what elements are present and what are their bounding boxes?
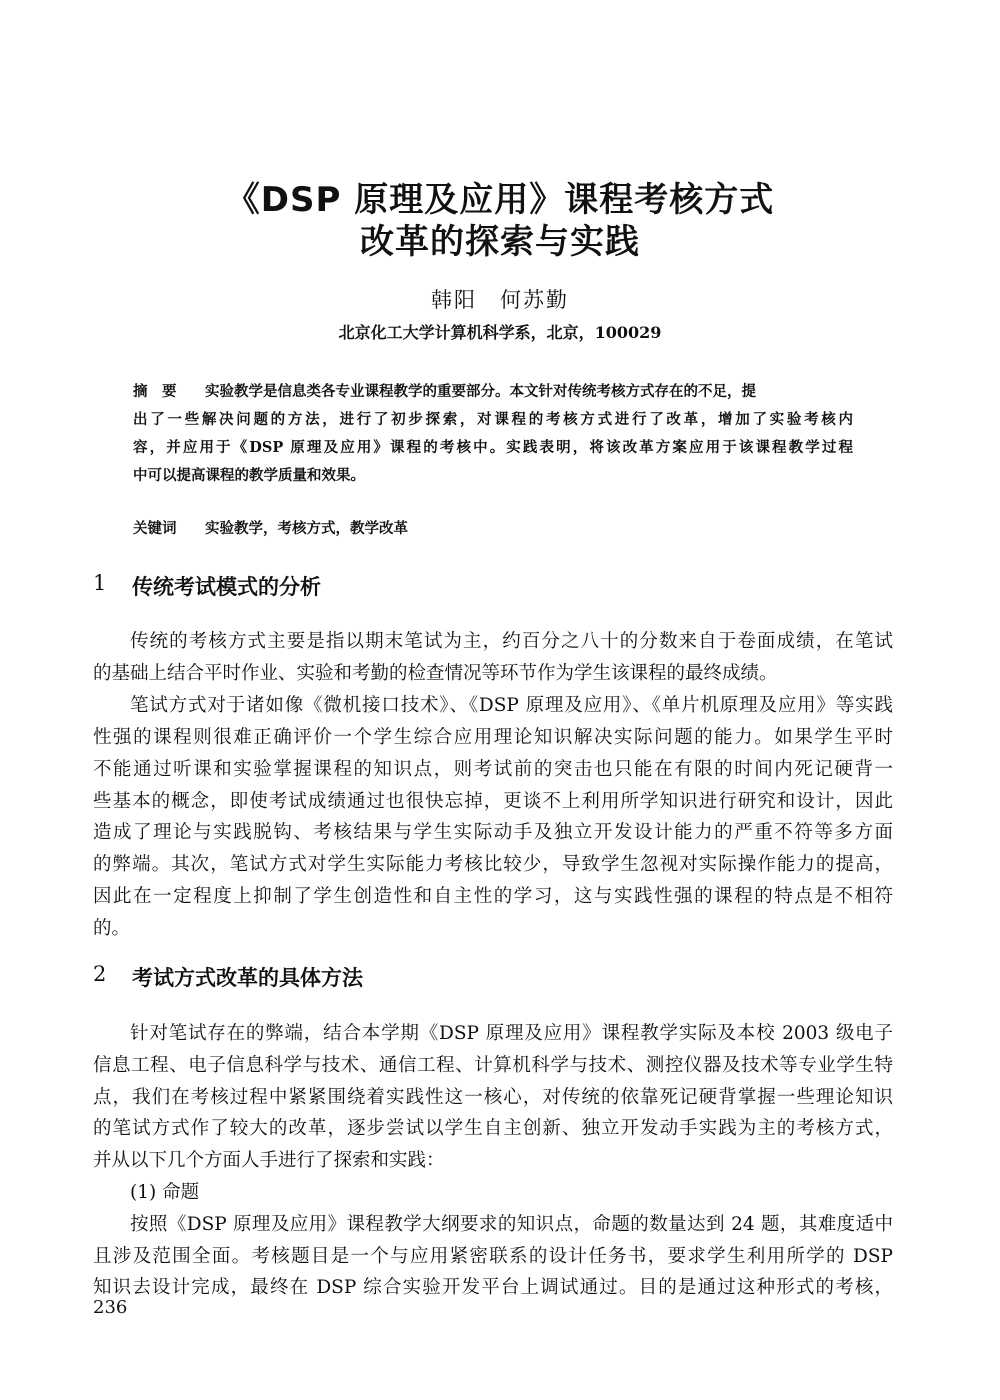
body-line: 针对笔试存在的弊端，结合本学期《DSP 原理及应用》课程教学实际及本校 2003 级电子 [130,1023,893,1044]
body-line: 知识去设计完成，最终在 DSP 综合实验开发平台上调试通过。目的是通过这种形式的考核， [93,1277,893,1299]
authors: 韩阳 何苏勤 [431,288,569,312]
body-line: 且涉及范围全面。考核题目是一个与应用紧密联系的设计任务书，要求学生利用所学的 DSP [93,1245,893,1267]
body-line: 性强的课程则很难正确评价一个学生综合应用理论知识解决实际问题的能力。如果学生平时 [93,726,893,748]
keywords-label: 关键词 [133,520,177,537]
body-line: 不能通过听课和实验掌握课程的知识点，则考试前的突击也只能在有限的时间内死记硬背一 [93,758,893,780]
abstract-line [133,380,853,401]
section-title: 考试方式改革的具体方法 [132,966,363,990]
section-1-heading [93,571,321,599]
keywords [133,517,853,538]
section-number: 2 [93,962,107,986]
affiliation: 北京化工大学计算机科学系，北京，100029 [338,323,662,342]
body-line: 些基本的概念，即使考试成绩通过也很快忘掉，更谈不上利用所学知识进行研究和设计，因此 [93,790,893,812]
section-2-heading [93,962,363,990]
page-number: 236 [93,1297,128,1318]
body-line: 因此在一定程度上抑制了学生创造性和自主性的学习，这与实践性强的课程的特点是不相符 [93,886,893,908]
abstract-label: 摘 要 [133,383,177,400]
abstract-text: 实验教学是信息类各专业课程教学的重要部分。本文针对传统考核方式存在的不足，提 [205,383,756,400]
abstract-line: 容，并应用于《DSP 原理及应用》课程的考核中。实践表明，将该改革方案应用于该课程教学过程 [133,439,853,456]
body-line: 按照《DSP 原理及应用》课程教学大纲要求的知识点，命题的数量达到 24 题，其难度适中 [130,1213,893,1235]
body-line: 的弊端。其次，笔试方式对学生实际能力考核比较少，导致学生忽视对实际操作能力的提高， [93,854,893,876]
body-line: 笔试方式对于诸如像《微机接口技术》、《DSP 原理及应用》、《单片机原理及应用》等实践 [130,694,893,716]
abstract-line: 出了一些解决问题的方法，进行了初步探索，对课程的考核方式进行了改革，增加了实验考核内 [133,411,853,428]
body-line: 传统的考核方式主要是指以期末笔试为主，约百分之八十的分数来自于卷面成绩，在笔试 [130,631,893,652]
body-line: 并从以下几个方面人手进行了探索和实践： [93,1150,445,1172]
abstract-line: 中可以提高课程的教学质量和效果。 [133,467,365,484]
body-line: (1) 命题 [130,1182,200,1203]
body-line: 的笔试方式作了较大的改革，逐步尝试以学生自主创新、独立开发动手实践为主的考核方式， [93,1118,893,1140]
body-line: 点，我们在考核过程中紧紧围绕着实践性这一核心，对传统的依靠死记硬背掌握一些理论知识 [93,1086,893,1108]
body-line: 信息工程、电子信息科学与技术、通信工程、计算机科学与技术、测控仪器及技术等专业学生特 [93,1054,893,1076]
section-number: 1 [93,571,107,595]
section-title: 传统考试模式的分析 [132,575,321,599]
paper-title-line-2: 改革的探索与实践 [360,222,640,262]
body-line: 的。 [93,918,131,940]
body-line: 造成了理论与实践脱钩、考核结果与学生实际动手及独立开发设计能力的严重不符等多方面 [93,822,893,844]
paper-title-line-1: 《DSP 原理及应用》课程考核方式 [225,180,775,220]
body-line: 的基础上结合平时作业、实验和考勤的检查情况等环节作为学生该课程的最终成绩。 [93,662,778,684]
keywords-text: 实验教学，考核方式，教学改革 [205,520,408,537]
